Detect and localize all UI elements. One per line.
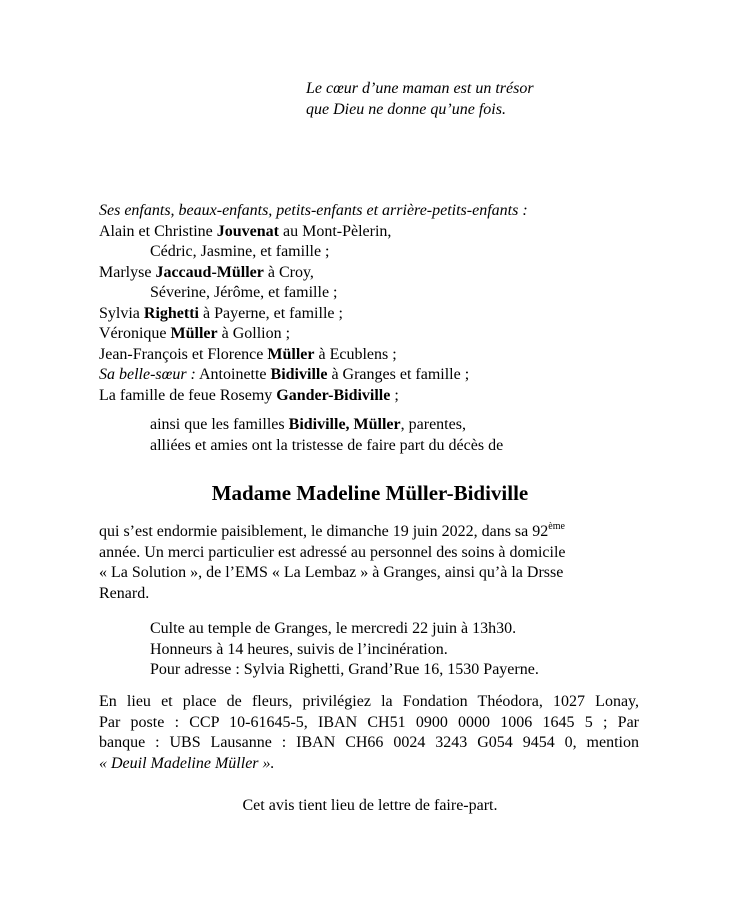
family-text: au Mont-Pèlerin, [279, 222, 392, 240]
family-line: Séverine, Jérôme, et famille ; [150, 284, 338, 301]
ceremony-line: Pour adresse : Sylvia Righetti, Grand’Rue 16, 1530 Payerne. [150, 661, 539, 678]
family-surname: Righetti [143, 304, 199, 322]
quote-line: que Dieu ne donne qu’une fois. [306, 100, 506, 118]
family-text: Antoinette [195, 366, 271, 383]
family-text: Sylvia [99, 304, 144, 322]
family-line [99, 386, 528, 407]
paragraph-line: « La Solution », de l’EMS « La Lembaz » à Granges, ainsi qu’à la Drsse [99, 564, 564, 581]
deceased-name: Madame Madeline Müller-Bidiville [211, 481, 529, 505]
family-list [99, 201, 528, 406]
ordinal-suffix: ème [548, 521, 565, 532]
family-surname: Gander-Bidiville [276, 386, 391, 404]
announcement-block [150, 415, 503, 456]
family-line [99, 304, 528, 325]
family-text: à Ecublens ; [314, 345, 397, 363]
flowers-line: banque : UBS Lausanne : IBAN CH66 0024 3243 G054 9454 0, mention [99, 734, 639, 751]
family-text: à Croy, [263, 263, 314, 281]
announcement-text: ainsi que les familles [150, 416, 289, 433]
paragraph-line [99, 522, 566, 543]
family-surname: Müller [267, 345, 315, 363]
family-surname: Müller [170, 325, 218, 342]
paragraph-line: Renard. [99, 584, 150, 602]
announcement-line: alliées et amies ont la tristesse de faire part du décès de [150, 436, 504, 454]
family-line [99, 365, 528, 386]
closing-note: Cet avis tient lieu de lettre de faire-part. [242, 797, 498, 814]
flowers-line: En lieu et place de fleurs, privilégiez la Fondation Théodora, 1027 Lonay, [99, 693, 639, 710]
family-surname: Jaccaud-Müller [155, 263, 264, 281]
family-relation-label: Sa belle-sœur : [99, 366, 196, 383]
family-text: à Granges et famille ; [327, 366, 470, 383]
family-names: Bidiville, Müller [288, 416, 401, 433]
family-text: Marlyse [99, 263, 156, 281]
ceremony-line: Culte au temple de Granges, le mercredi 22 juin à 13h30. [150, 620, 517, 637]
announcement-text: , parentes, [400, 416, 466, 433]
ceremony-block [150, 619, 539, 681]
family-text: Véronique [99, 325, 171, 342]
paragraph-line: année. Un merci particulier est adressé au personnel des soins à domicile [99, 543, 566, 561]
family-line [99, 222, 528, 243]
family-text: La famille de feue Rosemy [99, 386, 277, 404]
flowers-line: Par poste : CCP 10-61645-5, IBAN CH51 0900 0000 1006 1645 5 ; Par [99, 713, 639, 731]
family-line [99, 324, 528, 345]
quote-block [306, 79, 534, 120]
flowers-paragraph [99, 692, 639, 774]
ceremony-line: Honneurs à 14 heures, suivis de l’incinération. [150, 640, 448, 658]
family-intro: Ses enfants, beaux-enfants, petits-enfants et arrière-petits-enfants : [99, 202, 528, 219]
family-text: à Payerne, et famille ; [199, 304, 343, 322]
family-surname: Bidiville [270, 366, 328, 383]
family-line [99, 263, 528, 284]
family-surname: Jouvenat [216, 222, 279, 240]
announcement-line [150, 415, 503, 436]
family-text: Jean-François et Florence [99, 345, 268, 363]
family-text: Alain et Christine [99, 222, 217, 240]
flowers-mention: « Deuil Madeline Müller ». [99, 754, 275, 772]
family-line [99, 345, 528, 366]
family-text: ; [390, 386, 399, 404]
details-paragraph [99, 522, 566, 604]
family-line: Cédric, Jasmine, et famille ; [150, 243, 330, 260]
family-text: à Gollion ; [217, 325, 291, 342]
quote-line: Le cœur d’une maman est un trésor [306, 80, 534, 97]
paragraph-text: qui s’est endormie paisiblement, le dimanche 19 juin 2022, dans sa 92 [99, 523, 549, 540]
